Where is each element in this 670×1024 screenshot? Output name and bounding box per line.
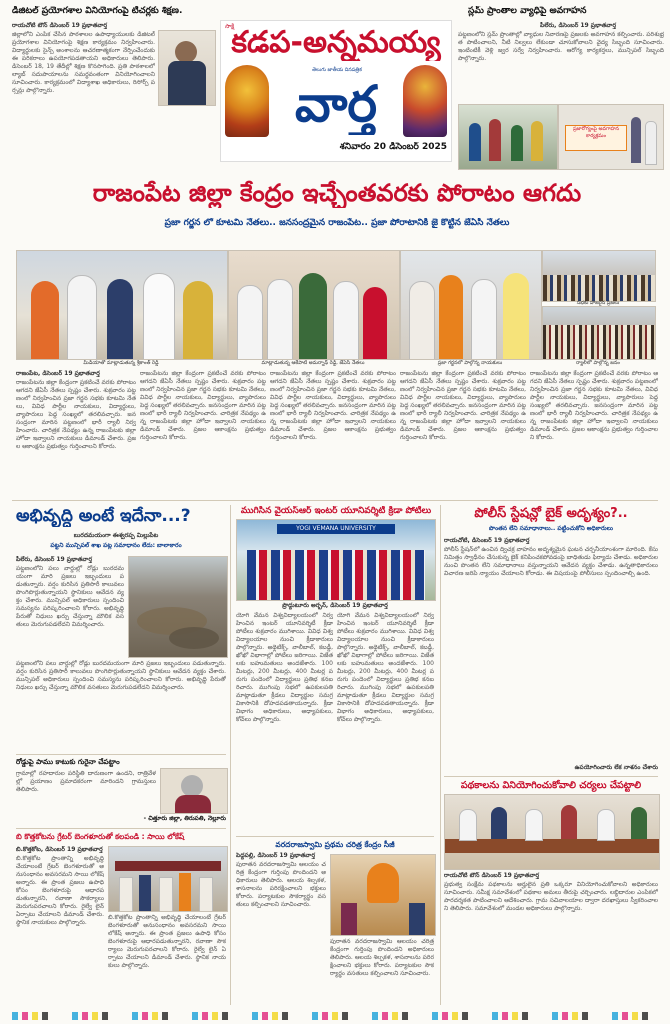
police-note: ఉపయోగించారు లేక నాశనం చేశారు (574, 764, 658, 771)
lead-caption-3: ప్రజా గర్జనలో పాల్గొన్న నాయకులు (437, 360, 503, 366)
lead-caption-5: ర్యాలీలో పాల్గొన్న జనం (576, 360, 620, 366)
lead-caption-1: మీడియాతో మాట్లాడుతున్న శ్రీకాంత్ రెడ్డి (83, 360, 159, 366)
history-photo (330, 854, 436, 936)
police-dateline: రాయచోటి, డిసెంబర్ 19 ప్రభాతవార్త (444, 537, 530, 544)
top-right-photo-left (458, 104, 558, 170)
bottom-left-dateline: బి.కొత్తకోట, డిసెంబర్ 19 ప్రభాతవార్త (16, 846, 103, 853)
top-left-body: జిల్లాలోని ఎంపిక చేసిన పాఠశాలల ఉపాధ్యాయులకు డిజిటల్ ప్రయోగశాల వినియోగంపై శిక్షణ కార్యక్రమం నిర్వహించారు. విద్యార్థులకు సైన్స్ అంశాలను ఆచరణాత్మకంగా నేర్పించేందుకు ఈ పరికరాలు ఉపయోగపడతాయని అధికారులు తెలిపారు. డిసెంబర్ 18, 19 తేదీల్లో శిక్షణ కొనసాగింది. ప్రతి పాఠశాలలో ల్యాబ్ సదుపాయాలను సమర్థవంతంగా వినియోగించాలని సూచించారు. కార్యక్రమంలో విద్యాశాఖ అధికారులు, రిసోర్స్ పర్సన్లు పాల్గొన్నారు. (12, 31, 155, 94)
history-body-cont: పురాతన వరదరాజస్వామి ఆలయం చరిత్ర కేంద్రంగా గుర్తింపు పొందిందని అధికారులు తెలిపారు. ఆలయ శిల్పకళ, శాసనాలను పరిరక్షించాలని భక్తులు కోరారు. పర్యాటకుల సౌకర్యార్థం వసతులు కల్పించాలని సూచించారు. (330, 938, 434, 977)
masthead-brand: వార్త (294, 75, 378, 133)
masthead-city-title: కడప-అన్నమయ్య (231, 25, 441, 60)
lead-photo-2 (228, 250, 400, 360)
police-headline: పోలీస్ స్టేషన్లో బైక్ అదృశ్యం?.. (474, 506, 628, 521)
lead-photo-4 (542, 250, 656, 302)
masthead-deity-left (225, 65, 269, 137)
lead-dateline: రాజంపేట, డిసెంబర్ 19 ప్రభాతవార్త (16, 370, 100, 377)
sports-photo (236, 519, 436, 601)
left-photo-road (128, 556, 228, 658)
left-box-body: గ్రామాల్లో రహదారుల పరిస్థితి దారుణంగా ఉందని, రాత్రివేళల్లో ప్రయాణం ప్రమాదకరంగా మారిందని గ్రామస్తులు తెలిపారు. (16, 770, 156, 793)
divider-history (236, 836, 434, 837)
divider-bottom-left (16, 828, 226, 829)
left-subhead-2: పట్టని మున్సిపల్ శాఖ పట్ల సమాధానం లేదు: బాలాకారం (50, 542, 182, 549)
divider-left-box (16, 754, 226, 755)
sports-banner: YOGI VEMANA UNIVERSITY (277, 524, 395, 534)
lead-photo-1 (16, 250, 228, 360)
top-left-headline: డిజిటల్ ప్రయోగశాల వినియోగంపై టీచర్లకు శిక్షణ. (12, 6, 183, 16)
bottom-left-headline: బి కొత్తకోటను గ్రేటర్ బెంగళూరుతో కలపండి : సాయి లోకేష్ (16, 832, 185, 841)
left-headline: అభివృద్ధి అంటే ఇదేనా...? (16, 506, 191, 526)
left-box-byline: - చిత్తూరు జిల్లా, తిరుపతి, నెల్లూరు (143, 815, 226, 822)
sports-body-col-1: యోగి వేమన విశ్వవిద్యాలయంలో నిర్వహించిన ఇంటర్ యూనివర్శిటీ క్రీడా పోటీలు శుక్రవారం ముగిశాయి. వివిధ విశ్వవిద్యాలయాల నుంచి క్రీడాకారులు పాల్గొన్నారు. అథ్లెటిక్స్, వాలీబాల్, కబడ్డీ, ఖోఖో విభాగాల్లో పోటీలు జరిగాయి. విజేతలకు బహుమతులు అందజేశారు. 100 మీటర్లు, 200 మీటర్లు, 400 మీటర్ల పరుగు పందెంలో విద్యార్థులు ప్రతిభ కనబరిచారు. ముగింపు సభలో ఉపకులపతి మాట్లాడుతూ క్రీడలు విద్యార్థుల సమగ్ర వికాసానికి దోహదపడతాయన్నారు. క్రీడా విభాగం అధికారులు, అధ్యాపకులు, కోచ్‌లు పాల్గొన్నారు. (236, 612, 333, 723)
left-box-photo (160, 768, 228, 814)
divider-scheme (444, 776, 658, 777)
police-body: పోలీస్ స్టేషన్‌లో ఉంచిన ద్విచక్ర వాహనం అదృశ్యమైన ఘటన చర్చనీయాంశంగా మారింది. కేసు నిమిత్తం స్వాధీనం చేసుకున్న బైక్ కనిపించకపోవడంపై బాధితుడు ఫిర్యాదు చేశాడు. అధికారుల నుంచి పొంతన లేని సమాధానాలు వస్తున్నాయని ఆవేదన వ్యక్తం చేశాడు. ఉన్నతాధికారులు విచారణ జరిపి న్యాయం చేయాలని కోరాడు. ఈ విషయంపై పోలీసులు స్పందించాల్సి ఉంది. (444, 546, 658, 577)
scheme-body: ప్రభుత్వ సంక్షేమ పథకాలను అర్హులైన ప్రతి ఒక్కరూ వినియోగించుకోవాలని అధికారులు సూచించారు. సమీక్ష సమావేశంలో పథకాల అమలు తీరుపై చర్చించారు. లబ్ధిదారుల ఎంపికలో పారదర్శకత పాటించాలని ఆదేశించారు. గ్రామ సచివాలయాల ద్వారా దరఖాస్తులు స్వీకరించాలని తెలిపారు. సమావేశంలో మండల అధికారులు పాల్గొన్నారు. (444, 881, 658, 912)
sports-headline: ముగిసిన వైయస్ఆర్ ఇంటర్ యూనివర్శిటీ క్రీడా పోటీలు (240, 506, 432, 516)
top-left-dateline: రాయచోటి టౌన్ డిసెంబర్ 19 ప్రభాతవార్త (12, 22, 108, 29)
lead-body-col-4: రాజంపేటను జిల్లా కేంద్రంగా ప్రకటించే వరకు పోరాటం ఆగదని జేఏసీ నేతలు స్పష్టం చేశారు. శుక్రవారం పట్టణంలో నిర్వహించిన ప్రజా గర్జన సభకు కూటమి నేతలు, వివిధ పార్టీల నాయకులు, విద్యార్థులు, వ్యాపారులు పెద్ద సంఖ్యలో తరలివచ్చారు. జనసంద్రంగా మారిన పట్టణంలో భారీ ర్యాలీ నిర్వహించారు. చారిత్రక నేపథ్యం ఉన్న రాజంపేటకు జిల్లా హోదా ఇవ్వాలని నాయకులు డిమాండ్ చేశారు. ప్రజల ఆకాంక్షను ప్రభుత్వం గుర్తించాలని కోరారు. (400, 370, 526, 441)
lead-caption-2: మాట్లాడుతున్న ఆకేపాటి అమర్నాథ్ రెడ్డి, జేఏసీ నేతలు (261, 360, 365, 366)
lead-body-col-5: రాజంపేటను జిల్లా కేంద్రంగా ప్రకటించే వరకు పోరాటం ఆగదని జేఏసీ నేతలు స్పష్టం చేశారు. శుక్రవారం పట్టణంలో నిర్వహించిన ప్రజా గర్జన సభకు కూటమి నేతలు, వివిధ పార్టీల నాయకులు, విద్యార్థులు, వ్యాపారులు పెద్ద సంఖ్యలో తరలివచ్చారు. జనసంద్రంగా మారిన పట్టణంలో భారీ ర్యాలీ నిర్వహించారు. చారిత్రక నేపథ్యం ఉన్న రాజంపేటకు జిల్లా హోదా ఇవ్వాలని నాయకులు డిమాండ్ చేశారు. ప్రజల ఆకాంక్షను ప్రభుత్వం గుర్తించాలని కోరారు. (530, 370, 658, 441)
left-body-cont: పట్టణంలోని పలు వార్డుల్లో రోడ్లు బురదమయంగా మారి ప్రజలు ఇబ్బందులు పడుతున్నారు. వర్షం కురిసిన ప్రతిసారీ కాలువలు పొంగిపొర్లుతున్నాయని స్థానికులు ఆవేదన వ్యక్తం చేశారు. మున్సిపల్ అధికారులు స్పందించి సమస్యను పరిష్కరించాలని కోరారు. అభివృద్ధి పేరుతో నిధులు ఖర్చు చేస్తున్నా మౌలిక వసతులు మెరుగుపడలేదని విమర్శించారు. (16, 660, 226, 691)
scheme-dateline: రాయచోటి టౌన్ డిసెంబర్ 19 ప్రభాతవార్త (444, 872, 540, 879)
lead-photo-5 (542, 306, 656, 360)
top-right-photo-right (558, 104, 664, 170)
bottom-left-photo (108, 846, 228, 912)
lead-body-col-1: రాజంపేటను జిల్లా కేంద్రంగా ప్రకటించే వరకు పోరాటం ఆగదని జేఏసీ నేతలు స్పష్టం చేశారు. శుక్రవారం పట్టణంలో నిర్వహించిన ప్రజా గర్జన సభకు కూటమి నేతలు, వివిధ పార్టీల నాయకులు, విద్యార్థులు, వ్యాపారులు పెద్ద సంఖ్యలో తరలివచ్చారు. జనసంద్రంగా మారిన పట్టణంలో భారీ ర్యాలీ నిర్వహించారు. చారిత్రక నేపథ్యం ఉన్న రాజంపేటకు జిల్లా హోదా ఇవ్వాలని నాయకులు డిమాండ్ చేశారు. ప్రజల ఆకాంక్షను ప్రభుత్వం గుర్తించాలని కోరారు. (16, 379, 136, 450)
bottom-left-body-cont: బి.కొత్తకోట ప్రాంతాన్ని అభివృద్ధి చేయాలంటే గ్రేటర్ బెంగళూరుతో అనుసంధానం అవసరమని సాయి లోకేష్ అన్నారు. ఈ ప్రాంత ప్రజలు ఉపాధి కోసం బెంగళూరుపై ఆధారపడుతున్నారని, రవాణా సౌకర్యాలు మెరుగుపరచాలని కోరారు. రైల్వే లైన్ ఏర్పాటు చేయాలని డిమాండ్ చేశారు. స్థానిక నాయకులు పాల్గొన్నారు. (108, 914, 226, 969)
lead-body-col-2: రాజంపేటను జిల్లా కేంద్రంగా ప్రకటించే వరకు పోరాటం ఆగదని జేఏసీ నేతలు స్పష్టం చేశారు. శుక్రవారం పట్టణంలో నిర్వహించిన ప్రజా గర్జన సభకు కూటమి నేతలు, వివిధ పార్టీల నాయకులు, విద్యార్థులు, వ్యాపారులు పెద్ద సంఖ్యలో తరలివచ్చారు. జనసంద్రంగా మారిన పట్టణంలో భారీ ర్యాలీ నిర్వహించారు. చారిత్రక నేపథ్యం ఉన్న రాజంపేటకు జిల్లా హోదా ఇవ్వాలని నాయకులు డిమాండ్ చేశారు. ప్రజల ఆకాంక్షను ప్రభుత్వం గుర్తించాలని కోరారు. (140, 370, 266, 441)
top-right-dateline: పీలేరు, డిసెంబర్ 19 ప్రభాతవార్త (540, 22, 617, 29)
lead-caption-4: సభకు హాజరైన ప్రజలు (576, 300, 620, 306)
masthead-tagline: తెలుగు జాతీయ దినపత్రిక (312, 67, 362, 73)
masthead-edition-tag: సాక్షి (225, 23, 235, 30)
history-body: పురాతన వరదరాజస్వామి ఆలయం చరిత్ర కేంద్రంగా గుర్తింపు పొందిందని అధికారులు తెలిపారు. ఆలయ శిల్పకళ, శాసనాలను పరిరక్షించాలని భక్తులు కోరారు. పర్యాటకుల సౌకర్యార్థం వసతులు కల్పించాలని సూచించారు. (236, 861, 326, 908)
top-right-headline: స్లమ్ ప్రాంతాల వ్యాధిపై అవగాహన (468, 6, 587, 16)
police-subhead: పొంతన లేని సమాధానాలు.. పట్టించుకోని అధికారులు (489, 525, 613, 532)
sports-body-col-2: యోగి వేమన విశ్వవిద్యాలయంలో నిర్వహించిన ఇంటర్ యూనివర్శిటీ క్రీడా పోటీలు శుక్రవారం ముగిశాయి. వివిధ విశ్వవిద్యాలయాల నుంచి క్రీడాకారులు పాల్గొన్నారు. అథ్లెటిక్స్, వాలీబాల్, కబడ్డీ, ఖోఖో విభాగాల్లో పోటీలు జరిగాయి. విజేతలకు బహుమతులు అందజేశారు. 100 మీటర్లు, 200 మీటర్లు, 400 మీటర్ల పరుగు పందెంలో విద్యార్థులు ప్రతిభ కనబరిచారు. ముగింపు సభలో ఉపకులపతి మాట్లాడుతూ క్రీడలు విద్యార్థుల సమగ్ర వికాసానికి దోహదపడతాయన్నారు. క్రీడా విభాగం అధికారులు, అధ్యాపకులు, కోచ్‌లు పాల్గొన్నారు. (337, 612, 434, 723)
masthead (220, 20, 452, 162)
left-dateline: పీలేరు, డిసెంబర్ 19 ప్రభాతవార్త (16, 556, 93, 563)
scheme-headline: పథకాలను వినియోగించుకోవాలి చర్యలు చేపట్టాలి (460, 780, 642, 791)
left-body: పట్టణంలోని పలు వార్డుల్లో రోడ్లు బురదమయంగా మారి ప్రజలు ఇబ్బందులు పడుతున్నారు. వర్షం కురిసిన ప్రతిసారీ కాలువలు పొంగిపొర్లుతున్నాయని స్థానికులు ఆవేదన వ్యక్తం చేశారు. మున్సిపల్ అధికారులు స్పందించి సమస్యను పరిష్కరించాలని కోరారు. అభివృద్ధి పేరుతో నిధులు ఖర్చు చేస్తున్నా మౌలిక వసతులు మెరుగుపడలేదని విమర్శించారు. (16, 565, 124, 628)
masthead-date: శనివారం 20 డిసెంబర్ 2025 (339, 142, 447, 152)
history-dateline: పెద్దపల్లి, డిసెంబర్ 19 ప్రభాతవార్త (236, 852, 316, 859)
left-subhead-1: బురదమయంగా ఈశ్వరప్ప మిల్లుపేట (73, 532, 159, 539)
lead-subhead: ప్రజా గర్జన లో కూటమి నేతలు.. జనసంద్రమైన రాజంపేట.. ప్రజా పోరాటానికి జై కొట్టిన జేఏసీ నేతలు (164, 218, 510, 228)
scheme-photo (444, 794, 660, 870)
divider-middle-right (440, 505, 441, 1005)
top-left-photo (158, 30, 216, 106)
top-right-banner: ప్రజారోగ్యంపై అవగాహన కార్యక్రమం (565, 125, 627, 151)
printer-marks (12, 1012, 658, 1020)
sports-dateline: ప్రొద్దుటూరు అర్బన్, డిసెంబర్ 19 ప్రభాతవార్త (282, 602, 388, 609)
bottom-left-body: బి.కొత్తకోట ప్రాంతాన్ని అభివృద్ధి చేయాలంటే గ్రేటర్ బెంగళూరుతో అనుసంధానం అవసరమని సాయి లోకేష్ అన్నారు. ఈ ప్రాంత ప్రజలు ఉపాధి కోసం బెంగళూరుపై ఆధారపడుతున్నారని, రవాణా సౌకర్యాలు మెరుగుపరచాలని కోరారు. రైల్వే లైన్ ఏర్పాటు చేయాలని డిమాండ్ చేశారు. స్థానిక నాయకులు పాల్గొన్నారు. (16, 855, 104, 926)
top-right-body: పట్టణంలోని స్లమ్ ప్రాంతాల్లో వ్యాధుల నివారణపై ప్రజలకు అవగాహన కల్పించారు. పరిశుభ్రత పాటించాలని, నీటి నిల్వలు లేకుండా చూసుకోవాలని వైద్య సిబ్బంది సూచించారు. ఇంటింటికీ వెళ్లి జ్వర సర్వే నిర్వహించారు. ఆరోగ్య కార్యకర్తలు, మున్సిపల్ సిబ్బంది పాల్గొన్నారు. (458, 31, 664, 62)
divider-lead-bottom (12, 500, 658, 501)
top-left-body-cont (158, 106, 214, 148)
lead-photo-3 (400, 250, 542, 360)
lead-headline: రాజంపేట జిల్లా కేంద్రం ఇచ్చేంతవరకు పోరాటం ఆగదు (92, 179, 582, 207)
divider-middle-left (230, 505, 231, 1005)
history-headline: వరదరాజస్వామి ప్రథమ చరిత్ర కేంద్రం సీజీ (275, 840, 395, 849)
lead-body-col-3: రాజంపేటను జిల్లా కేంద్రంగా ప్రకటించే వరకు పోరాటం ఆగదని జేఏసీ నేతలు స్పష్టం చేశారు. శుక్రవారం పట్టణంలో నిర్వహించిన ప్రజా గర్జన సభకు కూటమి నేతలు, వివిధ పార్టీల నాయకులు, విద్యార్థులు, వ్యాపారులు పెద్ద సంఖ్యలో తరలివచ్చారు. జనసంద్రంగా మారిన పట్టణంలో భారీ ర్యాలీ నిర్వహించారు. చారిత్రక నేపథ్యం ఉన్న రాజంపేటకు జిల్లా హోదా ఇవ్వాలని నాయకులు డిమాండ్ చేశారు. ప్రజల ఆకాంక్షను ప్రభుత్వం గుర్తించాలని కోరారు. (270, 370, 396, 441)
left-box-headline: రోడ్డుపై పాము కాటుకు గురైనా చేపట్టాం (16, 758, 120, 766)
masthead-deity-right (403, 65, 447, 137)
